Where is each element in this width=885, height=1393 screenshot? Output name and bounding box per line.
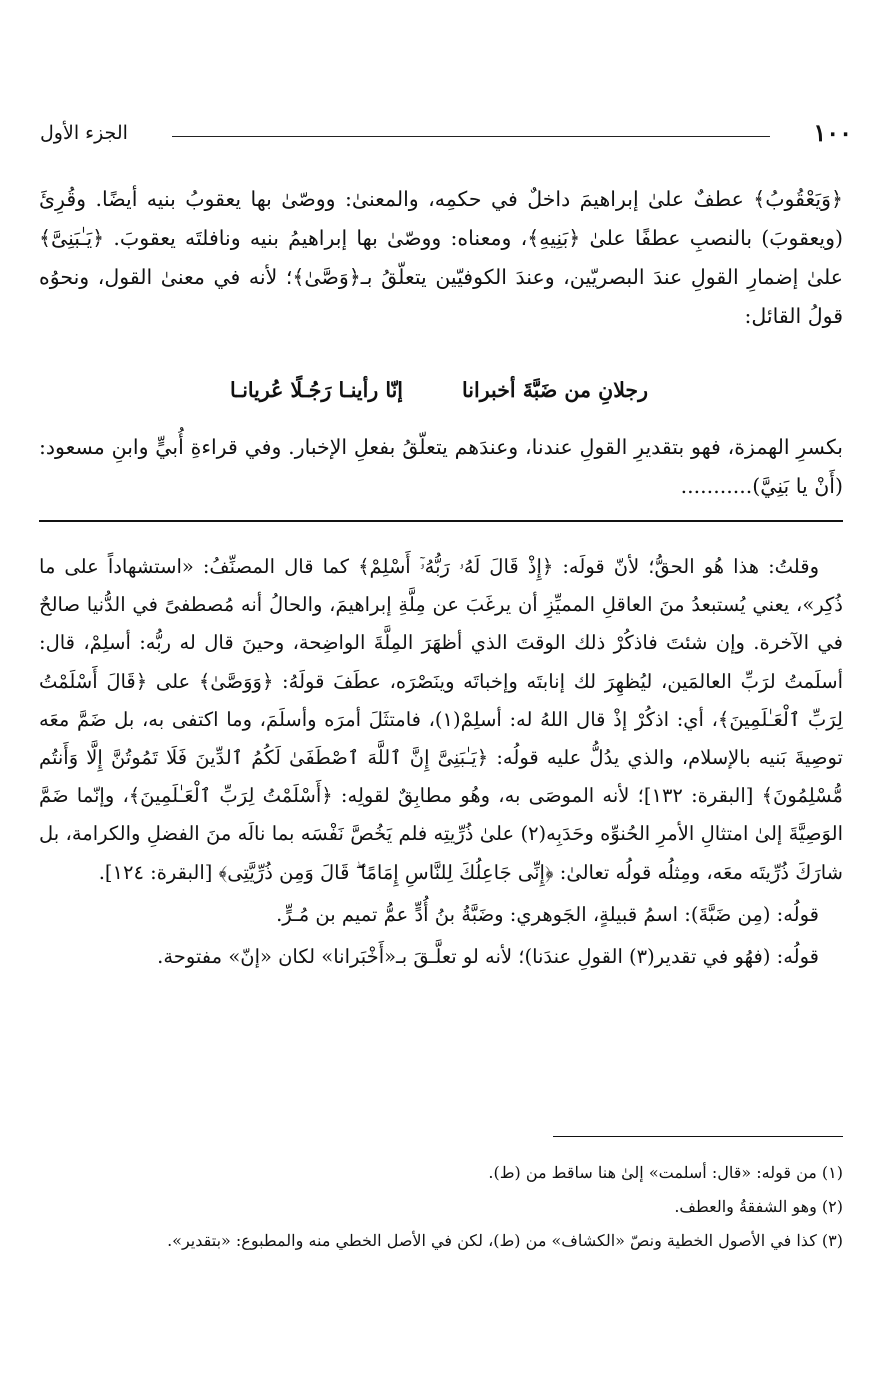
commentary-paragraph: قولُه: (مِن ضَبَّةَ): اسمُ قبيلةٍ، الجَوهري: وضَبَّةُ بنُ أُدٍّ عمُّ تميم بن مُـرٍّ. [276,902,819,926]
page-header [40,118,852,154]
verse-first-hemistich: رجلانِ من ضَبَّةَ أخبرانا [462,378,648,402]
footnote-rule [553,1136,843,1137]
commentary [39,548,843,980]
commented-paragraph: ﴿وَيَعْقُوبُ﴾ عطفٌ علىٰ إبراهيمَ داخلٌ في حكمِه، والمعنىٰ: ووصّىٰ بها يعقوبُ بنيه أيضًا. وقُرِئَ (ويعقوبَ) بالنصبِ عطفًا علىٰ ﴿بَنِيهِ﴾، ومعناه: ووصّىٰ بها إبراهيمُ بنيه ونافلتَه يعقوبَ. ﴿يَـٰبَنِىَّ﴾ علىٰ إضمارِ القولِ عندَ البصريّين، وعندَ الكوفيّين يتعلّقُ بـ﴿وَصَّىٰ﴾؛ لأنه في معنىٰ القول، ونحوُه قولُ القائل: [39,187,843,328]
poetry-verse [39,374,843,414]
after-verse-paragraph: بكسرِ الهمزة، فهو بتقديرِ القولِ عندنا، وعندَهم يتعلّقُ بفعلِ الإخبار. وفي قراءةِ أُبيٍّ وابنِ مسعود: (أَنْ يا بَنِيَّ)........... [39,435,843,498]
verse-second-hemistich: إنّا رأينـا رَجُـلًا عُريانـا [229,378,403,402]
commented-text [39,180,843,336]
footnotes [39,1156,843,1258]
running-title: الجزء الأول [40,122,128,144]
page-number: ١٠٠ [813,118,852,147]
header-rule [172,136,770,137]
commentary-paragraph: وقلتُ: هذا هُو الحقُّ؛ لأنّ قولَه: ﴿إِذْ قَالَ لَهُۥ رَبُّهُۥٓ أَسْلِمْ﴾ كما قال المصنِّفُ: «استشهاداً على ما ذُكِر»، يعني يُستبعدُ منَ العاقلِ المميِّزِ أن يرغَبَ عن مِلَّةِ إبراهيمَ، والحالُ أنه مُصطفىً في الدُّنيا صالحٌ في الآخرة. وإن شئتَ فاذكُرْ ذلك الوقتَ الذي أظهَرَ المِلَّةَ الواضِحة، وحينَ قال له ربُّه: أسلِمْ، قال: أسلَمتُ لرَبِّ العالمَين، ليُظهِرَ لك إنابتَه وإخباتَه وينَصْرَه، عطَفَ قولَهُ: ﴿وَوَصَّىٰ﴾ على ﴿قَالَ أَسْلَمْتُ لِرَبِّ ٱلْعَـٰلَمِينَ﴾، أي: اذكُرْ إذْ قال اللهُ له: أسلِمْ(١)، فامتثَلَ أمرَه وأسلَمَ، وما اكتفى به، بل ضَمَّ معَه توصِيةَ بَنيه بالإسلام، والذي يدُلُّ عليه قولُه: ﴿يَـٰبَنِىَّ إِنَّ ٱللَّهَ ٱصْطَفَىٰ لَكُمُ ٱلدِّينَ فَلَا تَمُوتُنَّ إِلَّا وَأَنتُم مُّسْلِمُونَ﴾ [البقرة: ١٣٢]؛ لأنه الموصَى به، وهُو مطابِقٌ لقولِه: ﴿أَسْلَمْتُ لِرَبِّ ٱلْعَـٰلَمِينَ﴾، وإنّما ضَمَّ الوَصِيَّةَ إلىٰ امتثالِ الأمرِ الحُنوِّه وحَدَبِه(٢) علىٰ ذُرِّيتِه فلم يَخُصَّ نَفْسَه بما نالَه منَ الفضلِ والكرامة، بل شارَكَ ذُرِّيتَه معَه، ومِثلُه قولُه تعالىٰ: ﴿إِنِّى جَاعِلُكَ لِلنَّاسِ إِمَامًا ۖ قَالَ وَمِن ذُرِّيَّتِى﴾ [البقرة: ١٢٤]. [39,555,843,884]
footnote: (٣) كذا في الأصول الخطية ونصّ «الكشاف» من (ط)، لكن في الأصل الخطي منه والمطبوع: «بتقدير». [167,1231,843,1250]
footnote: (٢) وهو الشفقةُ والعطف. [674,1197,843,1216]
section-divider [39,520,843,522]
commentary-paragraph: قولُه: (فهُو في تقدير(٣) القولِ عندَنا)؛ لأنه لو تعلَّـقَ بـ«أَخْبَرانا» لكان «إنّ» مفتوحة. [157,945,819,969]
commented-text-continued [39,428,843,506]
footnote: (١) من قوله: «قال: أسلمت» إلىٰ هنا ساقط من (ط). [488,1163,843,1182]
